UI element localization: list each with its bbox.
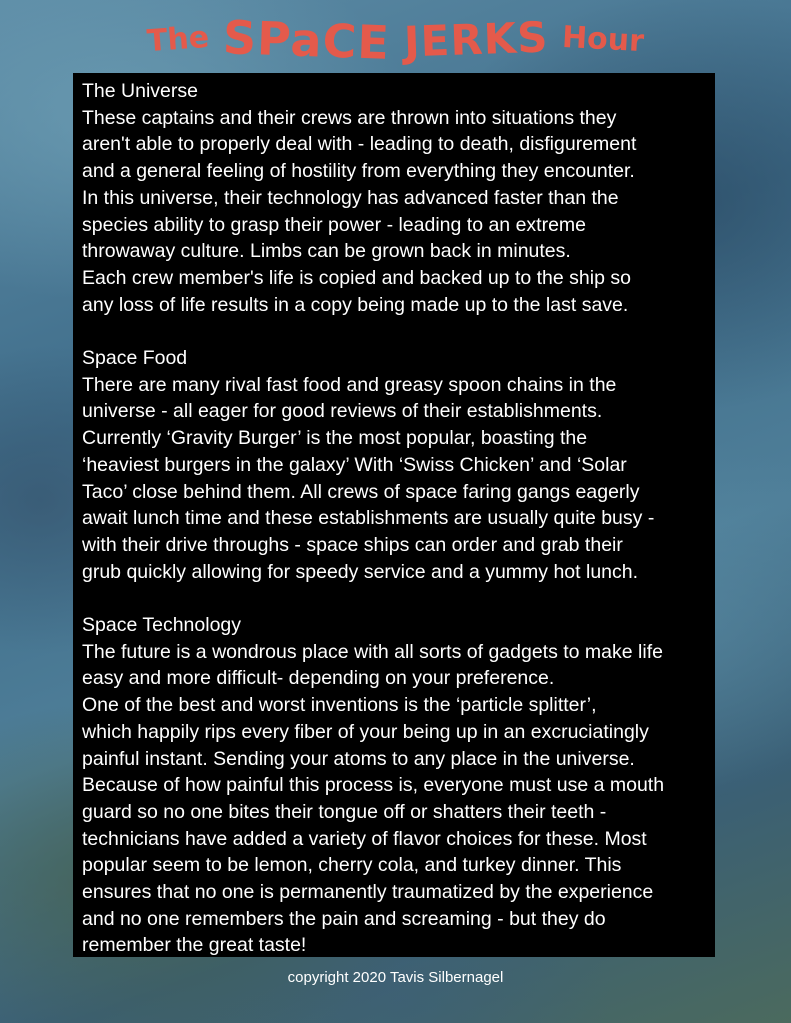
title-word-space: SPaCE	[222, 9, 391, 70]
content-panel	[73, 73, 715, 957]
title-word-jerks: JERKS	[402, 11, 549, 67]
section-body: There are many rival fast food and greasy spoon chains in the universe - all eager for good reviews of their establishments. Currently ‘Gravity Burger’ is the most popular, boasting the ‘heaviest burgers in the galaxy’ With ‘Swiss Chicken’ and ‘Solar Taco’ close behind them. All crews of space faring gangs eagerly await lunch time and these establishments are usually quite busy - with their drive throughs - space ships can order and grab their grub quickly allowing for speedy service and a yummy hot lunch.	[82, 373, 655, 583]
page-title	[0, 8, 791, 70]
section-universe	[82, 78, 706, 318]
section-heading: The Universe	[82, 80, 198, 102]
section-space-technology	[82, 612, 706, 957]
section-heading: Space Technology	[82, 614, 242, 637]
copyright-notice: copyright 2020 Tavis Silbernagel	[287, 969, 504, 986]
section-body: These captains and their crews are thrown into situations they aren't able to properly deal with - leading to death, disfigurement and a general feeling of hostility from everything they encounter. In this universe, their technology has advanced faster than the species ability to grasp their power - leading to an extreme throwaway culture. Limbs can be grown back in minutes. Each crew member's life is copied and backed up to the ship so any loss of life results in a copy being made up to the last save.	[82, 106, 637, 316]
title-word-the: The	[146, 19, 211, 59]
section-space-food	[82, 345, 706, 585]
section-heading: Space Food	[82, 347, 188, 370]
section-body: The future is a wondrous place with all sorts of gadgets to make life easy and more difficult- depending on your preference. One of the best and worst inventions is the ‘particle splitter’, which happily rips every fiber of your being up in an excruciatingly painful instant. Sending your atoms to any place in the universe. Because of how painful this process is, everyone must use a mouth guard so no one bites their tongue off or shatters their teeth - technicians have added a variety of flavor choices for these. Most popular seem to be lemon, cherry cola, and turkey dinner. This ensures that no one is permanently traumatized by the experience and no one remembers the pain and screaming - but they do remember the great taste!	[82, 640, 665, 957]
title-word-hour: Hour	[560, 19, 645, 59]
